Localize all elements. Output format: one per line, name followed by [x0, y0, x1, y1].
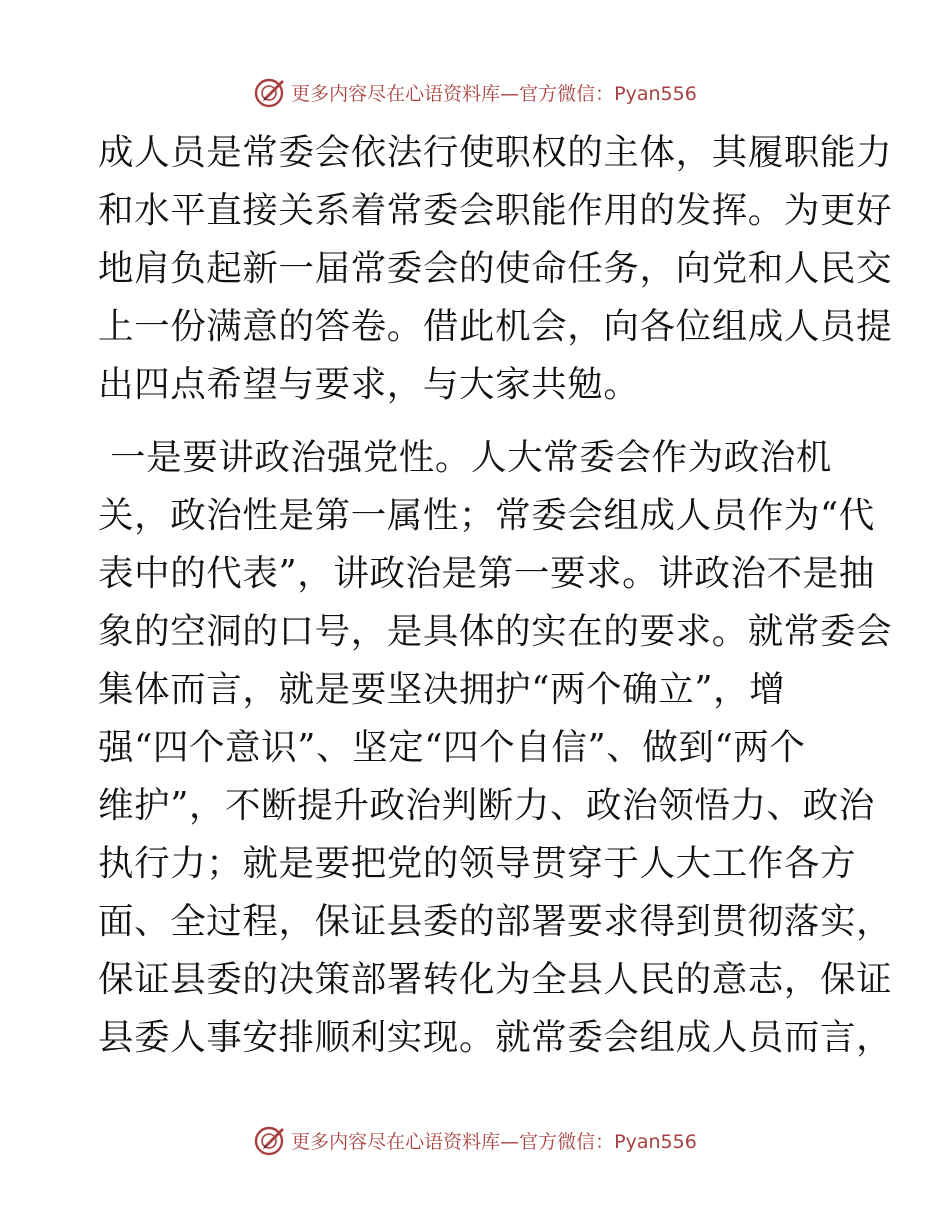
text-line: 出四点希望与要求，与大家共勉。: [98, 364, 640, 405]
paragraph-2: [98, 429, 893, 1067]
document-body: [98, 124, 893, 1067]
text-line: 集体而言，就是要坚决拥护“两个确立”，增: [98, 669, 786, 710]
footer-watermark-banner: [0, 1118, 950, 1162]
text-line: 面、全过程，保证县委的部署要求得到贯彻落实，: [98, 901, 893, 942]
text-line: 一是要讲政治强党性。人大常委会作为政治机: [110, 437, 833, 478]
paragraph-1: [98, 124, 893, 414]
header-watermark-banner: [0, 70, 950, 114]
footer-watermark-text: 更多内容尽在心语资料库—官方微信：Pyan556: [291, 1130, 697, 1153]
text-line: 上一份满意的答卷。借此机会，向各位组成人员提: [98, 306, 893, 347]
header-watermark-text: 更多内容尽在心语资料库—官方微信：Pyan556: [291, 82, 697, 105]
text-line: 维护”，不断提升政治判断力、政治领悟力、政治: [98, 785, 875, 826]
text-line: 和水平直接关系着常委会职能作用的发挥。为更好: [98, 190, 893, 231]
text-line: 地肩负起新一届常委会的使命任务，向党和人民交: [98, 248, 893, 289]
text-line: 强“四个意识”、坚定“四个自信”、做到“两个: [98, 727, 806, 768]
text-line: 象的空洞的口号，是具体的实在的要求。就常委会: [98, 611, 893, 652]
pen-quill-logo-icon: [253, 1123, 287, 1157]
text-line: 保证县委的决策部署转化为全县人民的意志，保证: [98, 959, 893, 1000]
text-line: 表中的代表”，讲政治是第一要求。讲政治不是抽: [98, 553, 875, 594]
paragraph-spacer: [98, 414, 858, 429]
pen-quill-logo-icon: [253, 75, 287, 109]
text-line: 关，政治性是第一属性；常委会组成人员作为“代: [98, 495, 875, 536]
text-line: 成人员是常委会依法行使职权的主体，其履职能力: [98, 132, 893, 173]
text-line: 执行力；就是要把党的领导贯穿于人大工作各方: [98, 843, 857, 884]
text-line: 县委人事安排顺利实现。就常委会组成人员而言，: [98, 1017, 893, 1058]
